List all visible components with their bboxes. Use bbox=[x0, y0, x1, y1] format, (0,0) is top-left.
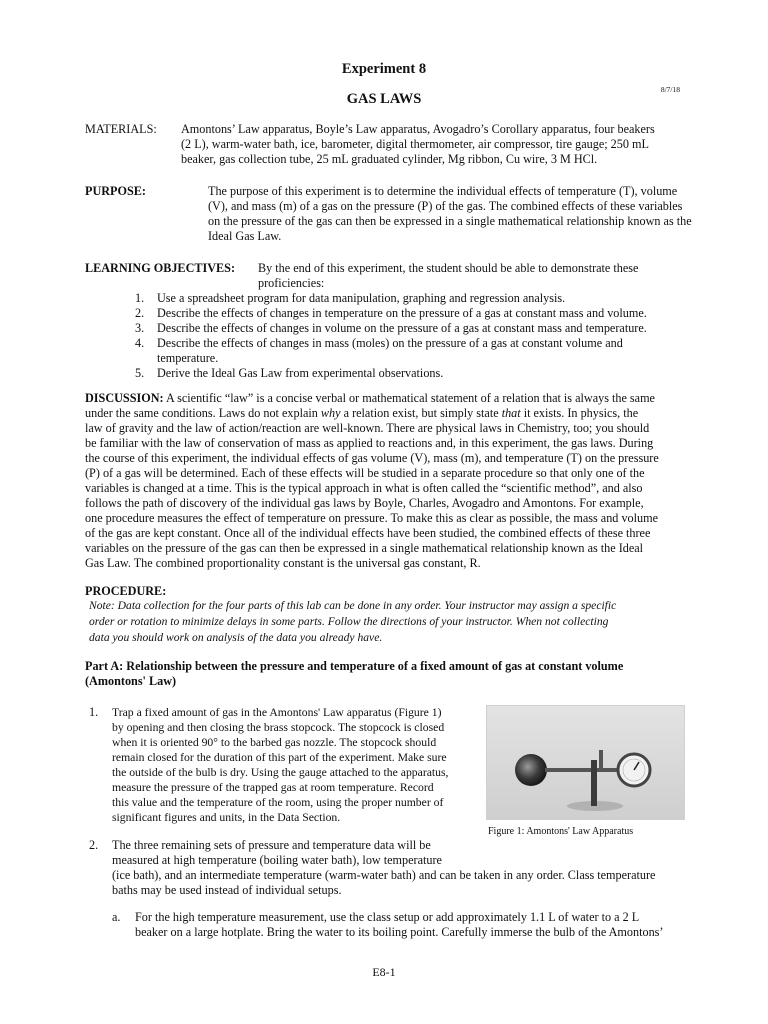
step-line: measured at high temperature (boiling water bath), low temperature bbox=[112, 853, 442, 867]
objective-text: Describe the effects of changes in mass (moles) on the pressure of a gas at constant volume and bbox=[157, 336, 623, 350]
discussion-emphasis: that bbox=[501, 406, 521, 420]
discussion-label: DISCUSSION: bbox=[85, 391, 164, 405]
discussion-line: of the gas are kept constant. Once all of the individual effects have been studied, the combined effects of these three bbox=[85, 526, 651, 540]
step-line: measure the pressure of the trapped gas at room temperature. Record bbox=[112, 781, 434, 794]
experiment-title: Experiment 8 bbox=[341, 61, 427, 77]
note-line: data you should work on analysis of the data you already have. bbox=[89, 631, 383, 644]
objective-item bbox=[135, 291, 685, 306]
experiment-subtitle: GAS LAWS bbox=[346, 91, 422, 107]
figure-caption: Figure 1: Amontons' Law Apparatus bbox=[488, 826, 634, 837]
objectives-label: LEARNING OBJECTIVES: bbox=[85, 261, 236, 275]
objective-number: 2. bbox=[135, 306, 145, 320]
purpose-line: The purpose of this experiment is to determine the individual effects of temperature (T), volume bbox=[208, 184, 678, 198]
objective-text: Derive the Ideal Gas Law from experimental observations. bbox=[157, 366, 444, 380]
objective-number: 3. bbox=[135, 321, 145, 335]
step-number: 2. bbox=[89, 838, 99, 852]
step-line: when it is oriented 90° to the barbed gas nozzle. The stopcock should bbox=[112, 736, 437, 749]
objectives-list bbox=[135, 291, 685, 381]
objective-number: 4. bbox=[135, 336, 145, 350]
discussion-text: under the same conditions. Laws do not explain bbox=[85, 406, 321, 420]
objective-text-continued: temperature. bbox=[157, 351, 219, 365]
materials-line: beaker, gas collection tube, 25 mL graduated cylinder, Mg ribbon, Cu wire, 3 M HCl. bbox=[181, 152, 598, 166]
discussion-line: Gas Law. The combined proportionality constant is the universal gas constant, R. bbox=[85, 556, 481, 570]
purpose-line: Ideal Gas Law. bbox=[208, 229, 282, 243]
objective-text: Describe the effects of changes in volume on the pressure of a gas at constant mass and temperature. bbox=[157, 321, 647, 335]
substep-line: beaker on a large hotplate. Bring the water to its boiling point. Carefully immerse the bulb of the Amontons’ bbox=[135, 925, 664, 939]
discussion-line: one procedure measures the effect of temperature on pressure. To make this as clear as possible, the mass and volume bbox=[85, 511, 659, 525]
objective-number: 5. bbox=[135, 366, 145, 380]
note-line: Note: Data collection for the four parts of this lab can be done in any order. Your instructor may assign a specific bbox=[89, 599, 617, 612]
purpose-line: on the pressure of the gas can then be expressed in a single mathematical relationship known as the bbox=[208, 214, 692, 228]
objective-number: 1. bbox=[135, 291, 145, 305]
procedure-label: PROCEDURE: bbox=[85, 584, 167, 598]
step-line: Trap a fixed amount of gas in the Amontons' Law apparatus (Figure 1) bbox=[112, 706, 442, 719]
discussion-line: the course of this experiment, the individual effects of gas volume (V), mass (m), and temperature (T) on the pressure bbox=[85, 451, 659, 465]
objectives-intro: proficiencies: bbox=[258, 276, 325, 290]
purpose-line: (V), and mass (m) of a gas on the pressure (P) of the gas. The combined effects of these variables bbox=[208, 199, 683, 213]
step-number: 1. bbox=[89, 705, 99, 719]
part-a-heading-line: (Amontons' Law) bbox=[85, 674, 177, 688]
discussion-text: it exists. In physics, the bbox=[520, 406, 639, 420]
objectives-intro: By the end of this experiment, the student should be able to demonstrate these bbox=[258, 261, 639, 275]
step-line: remain closed for the duration of this part of the experiment. Make sure bbox=[112, 751, 447, 764]
objective-text: Describe the effects of changes in temperature on the pressure of a gas at constant mass and volume. bbox=[157, 306, 647, 320]
objective-item bbox=[135, 336, 685, 366]
document-date: 8/7/18 bbox=[660, 85, 680, 94]
discussion-first-line bbox=[85, 391, 685, 406]
discussion-line: follows the path of discovery of the individual gas laws by Boyle, Charles, Avogadro and Amontons. For example, bbox=[85, 496, 644, 510]
step-line: this value and the temperature of the room, using the proper number of bbox=[112, 796, 444, 809]
part-a-heading bbox=[85, 659, 685, 689]
part-a-heading-line: Part A: Relationship between the pressure and temperature of a fixed amount of gas at constant volume bbox=[85, 659, 624, 673]
step-1-text bbox=[112, 705, 482, 825]
discussion-line: (P) of a gas will be determined. Each of these effects will be studied in a separate procedure so that only one of the bbox=[85, 466, 645, 480]
materials-line: Amontons’ Law apparatus, Boyle’s Law apparatus, Avogadro’s Corollary apparatus, four beakers bbox=[181, 122, 655, 136]
materials-line: (2 L), warm-water bath, ice, barometer, digital thermometer, air compressor, tire gauge; 250 mL bbox=[181, 137, 649, 151]
discussion-emphasis: why bbox=[320, 406, 341, 420]
step-line: The three remaining sets of pressure and temperature data will be bbox=[112, 838, 431, 852]
discussion-section bbox=[85, 391, 685, 571]
objective-text: Use a spreadsheet program for data manipulation, graphing and regression analysis. bbox=[157, 291, 566, 305]
substep-a-text bbox=[135, 910, 685, 940]
discussion-text: A scientific “law” is a concise verbal or mathematical statement of a relation that is always the same bbox=[165, 391, 655, 405]
step-line: the outside of the bulb is dry. Using the gauge attached to the apparatus, bbox=[112, 766, 449, 779]
materials-text bbox=[181, 122, 681, 167]
objective-item bbox=[135, 306, 685, 321]
discussion-line: variables on the pressure of the gas can then be expressed in a single mathematical relationship known as the Ideal bbox=[85, 541, 644, 555]
step-line: significant figures and units, in the Data Section. bbox=[112, 811, 341, 824]
step-line: by opening and then closing the brass stopcock. The stopcock is closed bbox=[112, 721, 445, 734]
step-line: (ice bath), and an intermediate temperature (warm-water bath) and can be taken in any order. Class temperature bbox=[112, 868, 656, 882]
objective-item bbox=[135, 321, 685, 336]
objective-item bbox=[135, 366, 685, 381]
purpose-label: PURPOSE: bbox=[85, 184, 146, 198]
note-line: order or rotation to minimize delays in some parts. Follow the directions of your instructor. When not collecting bbox=[89, 615, 609, 628]
substep-line: For the high temperature measurement, use the class setup or add approximately 1.1 L of water to a 2 L bbox=[135, 910, 640, 924]
procedure-note bbox=[89, 598, 689, 646]
substep-letter: a. bbox=[112, 910, 121, 924]
discussion-line: be familiar with the law of conservation of mass as applied to reactions and, in this experiment, the gas laws. During bbox=[85, 436, 654, 450]
discussion-line: law of gravity and the law of action/reaction are well-known. There are physical laws in Chemistry, too; you should bbox=[85, 421, 650, 435]
discussion-line bbox=[85, 406, 685, 421]
materials-label: MATERIALS: bbox=[85, 122, 157, 136]
step-2-text bbox=[112, 838, 687, 898]
discussion-text: a relation exist, but simply state bbox=[340, 406, 502, 420]
step-line: baths may be used instead of individual setups. bbox=[112, 883, 342, 897]
discussion-line: variables is changed at a time. This is the typical approach in what is often called the “scientific method”, and also bbox=[85, 481, 643, 495]
purpose-text bbox=[208, 184, 692, 244]
amontons-apparatus-photo bbox=[486, 705, 685, 820]
page-number: E8-1 bbox=[372, 965, 396, 979]
